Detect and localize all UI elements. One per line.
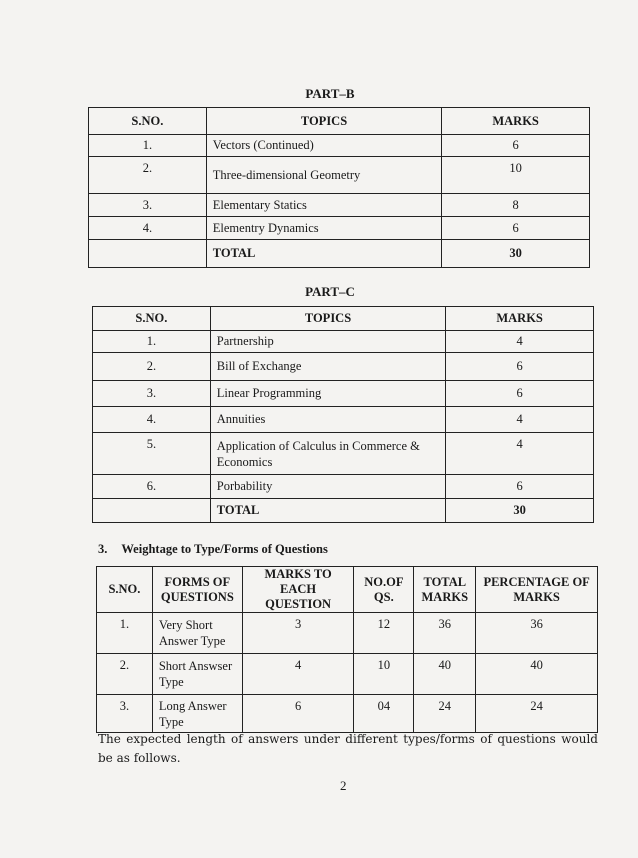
row-sno: 4. xyxy=(89,217,207,240)
table-header-row xyxy=(93,307,594,331)
weightage-heading-text: Weightage to Type/Forms of Questions xyxy=(121,542,328,556)
header-sno: S.NO. xyxy=(89,108,207,135)
row-sno: 3. xyxy=(89,194,207,217)
row-percentage: 24 xyxy=(476,695,598,733)
part-c-table xyxy=(92,306,594,523)
row-form: Long Answer Type xyxy=(152,695,242,733)
row-marks: 6 xyxy=(446,381,594,407)
row-topic: Vectors (Continued) xyxy=(206,135,441,157)
table-row xyxy=(89,157,590,194)
row-form: Short Answser Type xyxy=(152,654,242,695)
header-percentage: PERCENTAGE OF MARKS xyxy=(476,567,598,613)
row-topic: Application of Calculus in Commerce & Economics xyxy=(210,433,446,475)
table-row xyxy=(89,194,590,217)
table-header-row xyxy=(97,567,598,613)
page-number: 2 xyxy=(340,778,347,793)
table-header-row xyxy=(89,108,590,135)
header-marks: MARKS xyxy=(442,108,590,135)
row-sno: 6. xyxy=(93,475,211,499)
header-num-qs: NO.OF QS. xyxy=(354,567,414,613)
row-marks: 8 xyxy=(442,194,590,217)
header-sno: S.NO. xyxy=(93,307,211,331)
row-marks: 10 xyxy=(442,157,590,194)
row-total: 24 xyxy=(414,695,476,733)
table-row xyxy=(97,613,598,654)
row-num-qs: 12 xyxy=(354,613,414,654)
part-b-title: PART–B xyxy=(305,86,355,101)
row-sno: 1. xyxy=(97,613,153,654)
table-row xyxy=(93,475,594,499)
table-row xyxy=(89,135,590,157)
header-marks-each: MARKS TO EACH QUESTION xyxy=(242,567,354,613)
part-c-title: PART–C xyxy=(305,284,355,299)
table-row xyxy=(93,433,594,475)
weightage-table xyxy=(96,566,598,733)
header-topics: TOPICS xyxy=(206,108,441,135)
table-row xyxy=(93,331,594,353)
row-sno: 1. xyxy=(89,135,207,157)
expected-length-paragraph: The expected length of answers under different types/forms of questions would be as follows. xyxy=(98,732,598,765)
row-total: 36 xyxy=(414,613,476,654)
row-total: 40 xyxy=(414,654,476,695)
total-label: TOTAL xyxy=(210,499,446,523)
row-sno: 1. xyxy=(93,331,211,353)
row-sno: 2. xyxy=(89,157,207,194)
row-num-qs: 04 xyxy=(354,695,414,733)
row-topic: Three-dimensional Geometry xyxy=(206,157,441,194)
row-sno: 2. xyxy=(97,654,153,695)
total-label: TOTAL xyxy=(206,240,441,268)
row-marks-each: 6 xyxy=(242,695,354,733)
header-topics: TOPICS xyxy=(210,307,446,331)
table-row xyxy=(93,381,594,407)
row-marks: 4 xyxy=(446,433,594,475)
header-forms: FORMS OF QUESTIONS xyxy=(152,567,242,613)
row-sno: 5. xyxy=(93,433,211,475)
row-topic: Partnership xyxy=(210,331,446,353)
part-b-table xyxy=(88,107,590,268)
total-empty-cell xyxy=(89,240,207,268)
total-row xyxy=(93,499,594,523)
header-marks: MARKS xyxy=(446,307,594,331)
header-sno: S.NO. xyxy=(97,567,153,613)
row-form: Very Short Answer Type xyxy=(152,613,242,654)
table-row xyxy=(97,695,598,733)
row-topic: Annuities xyxy=(210,407,446,433)
row-sno: 3. xyxy=(97,695,153,733)
table-row xyxy=(93,353,594,381)
total-marks: 30 xyxy=(442,240,590,268)
row-marks: 6 xyxy=(446,353,594,381)
table-row xyxy=(93,407,594,433)
table-row xyxy=(97,654,598,695)
row-topic: Linear Programming xyxy=(210,381,446,407)
row-topic: Bill of Exchange xyxy=(210,353,446,381)
row-percentage: 36 xyxy=(476,613,598,654)
row-sno: 2. xyxy=(93,353,211,381)
weightage-heading xyxy=(98,542,328,557)
row-sno: 4. xyxy=(93,407,211,433)
row-num-qs: 10 xyxy=(354,654,414,695)
total-empty-cell xyxy=(93,499,211,523)
row-marks: 4 xyxy=(446,407,594,433)
row-sno: 3. xyxy=(93,381,211,407)
row-marks-each: 3 xyxy=(242,613,354,654)
row-marks: 4 xyxy=(446,331,594,353)
row-marks: 6 xyxy=(442,217,590,240)
row-marks-each: 4 xyxy=(242,654,354,695)
row-topic: Porbability xyxy=(210,475,446,499)
header-total-marks: TOTAL MARKS xyxy=(414,567,476,613)
row-marks: 6 xyxy=(446,475,594,499)
weightage-heading-number: 3. xyxy=(98,542,108,556)
total-row xyxy=(89,240,590,268)
row-topic: Elementary Statics xyxy=(206,194,441,217)
table-row xyxy=(89,217,590,240)
total-marks: 30 xyxy=(446,499,594,523)
row-percentage: 40 xyxy=(476,654,598,695)
row-marks: 6 xyxy=(442,135,590,157)
row-topic: Elementry Dynamics xyxy=(206,217,441,240)
